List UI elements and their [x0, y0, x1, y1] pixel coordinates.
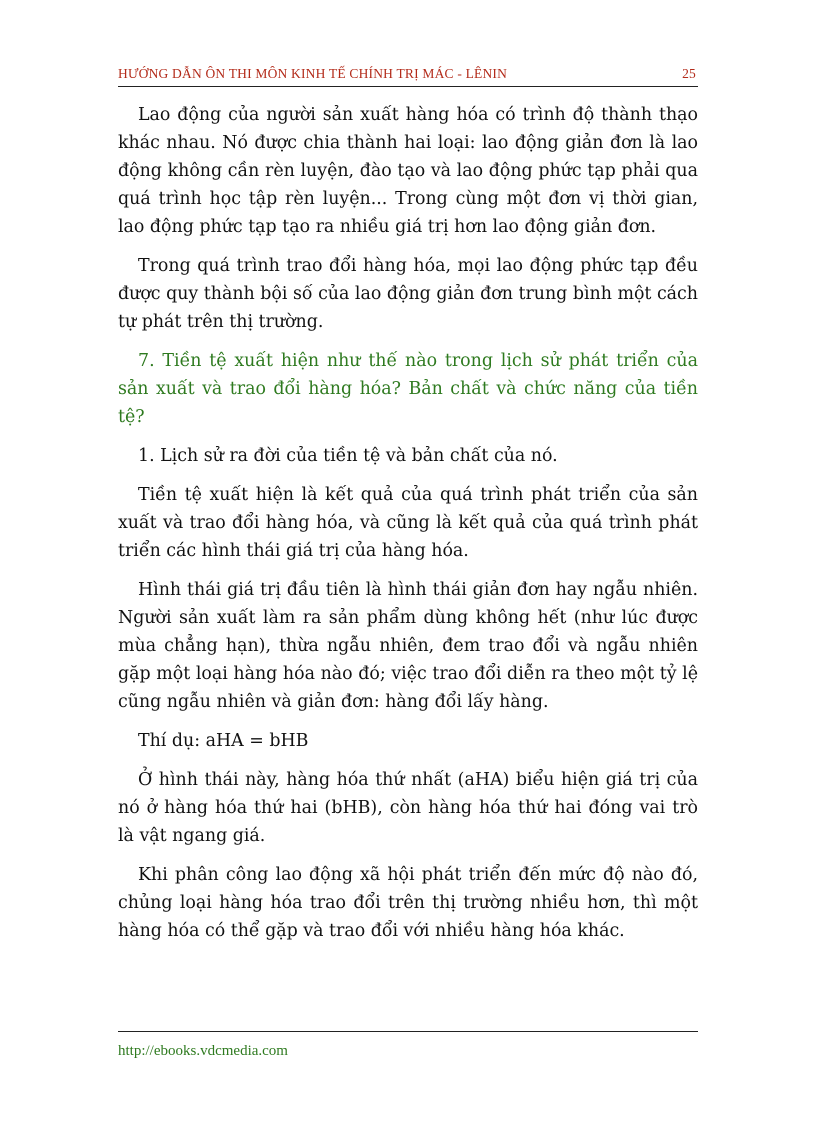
running-header: [118, 64, 698, 86]
page-body: [118, 101, 698, 956]
header-divider: [118, 86, 698, 87]
paragraph-labor-skill: Lao động của người sản xuất hàng hóa có trình độ thành thạo khác nhau. Nó được chia thành hai loại: lao động giản đơn là lao động không cần rèn luyện, đào tạo và lao động phức tạp phải qua quá trình học tập rèn luyện... Trong cùng một đơn vị thời gian, lao động phức tạp tạo ra nhiều giá trị hơn lao động giản đơn.: [118, 105, 698, 237]
paragraph-money-origin: Tiền tệ xuất hiện là kết quả của quá trình phát triển của sản xuất và trao đổi hàng hóa, và cũng là kết quả của quá trình phát triển các hình thái giá trị của hàng hóa.: [118, 485, 698, 561]
paragraph-complex-labor: Trong quá trình trao đổi hàng hóa, mọi lao động phức tạp đều được quy thành bội số của lao động giản đơn trung bình một cách tự phát trên thị trường.: [118, 256, 698, 332]
footer-divider: [118, 1031, 698, 1032]
section-heading: 1. Lịch sử ra đời của tiền tệ và bản chất của nó.: [138, 446, 558, 466]
paragraph-division-of-labor: Khi phân công lao động xã hội phát triển đến mức độ nào đó, chủng loại hàng hóa trao đổi trên thị trường nhiều hơn, thì một hàng hóa có thể gặp và trao đổi với nhiều hàng hóa khác.: [118, 865, 698, 941]
paragraph-simple-form: Hình thái giá trị đầu tiên là hình thái giản đơn hay ngẫu nhiên. Người sản xuất làm ra sản phẩm dùng không hết (như lúc được mùa chẳng hạn), thừa ngẫu nhiên, đem trao đổi và ngẫu nhiên gặp một loại hàng hóa nào đó; việc trao đổi diễn ra theo một tỷ lệ cũng ngẫu nhiên và giản đơn: hàng đổi lấy hàng.: [118, 580, 698, 712]
question-heading: 7. Tiền tệ xuất hiện như thế nào trong lịch sử phát triển của sản xuất và trao đổi hàng hóa? Bản chất và chức năng của tiền tệ?: [118, 351, 698, 427]
footer-url[interactable]: http://ebooks.vdcmedia.com: [118, 1043, 288, 1059]
paragraph-equivalent: Ở hình thái này, hàng hóa thứ nhất (aHA) biểu hiện giá trị của nó ở hàng hóa thứ hai (bHB), còn hàng hóa thứ hai đóng vai trò là vật ngang giá.: [118, 770, 698, 846]
paragraph-example: Thí dụ: aHA = bHB: [138, 731, 309, 751]
book-title: HƯỚNG DẪN ÔN THI MÔN KINH TẾ CHÍNH TRỊ MÁC - LÊNIN: [118, 66, 508, 81]
page-number: 25: [682, 66, 696, 81]
